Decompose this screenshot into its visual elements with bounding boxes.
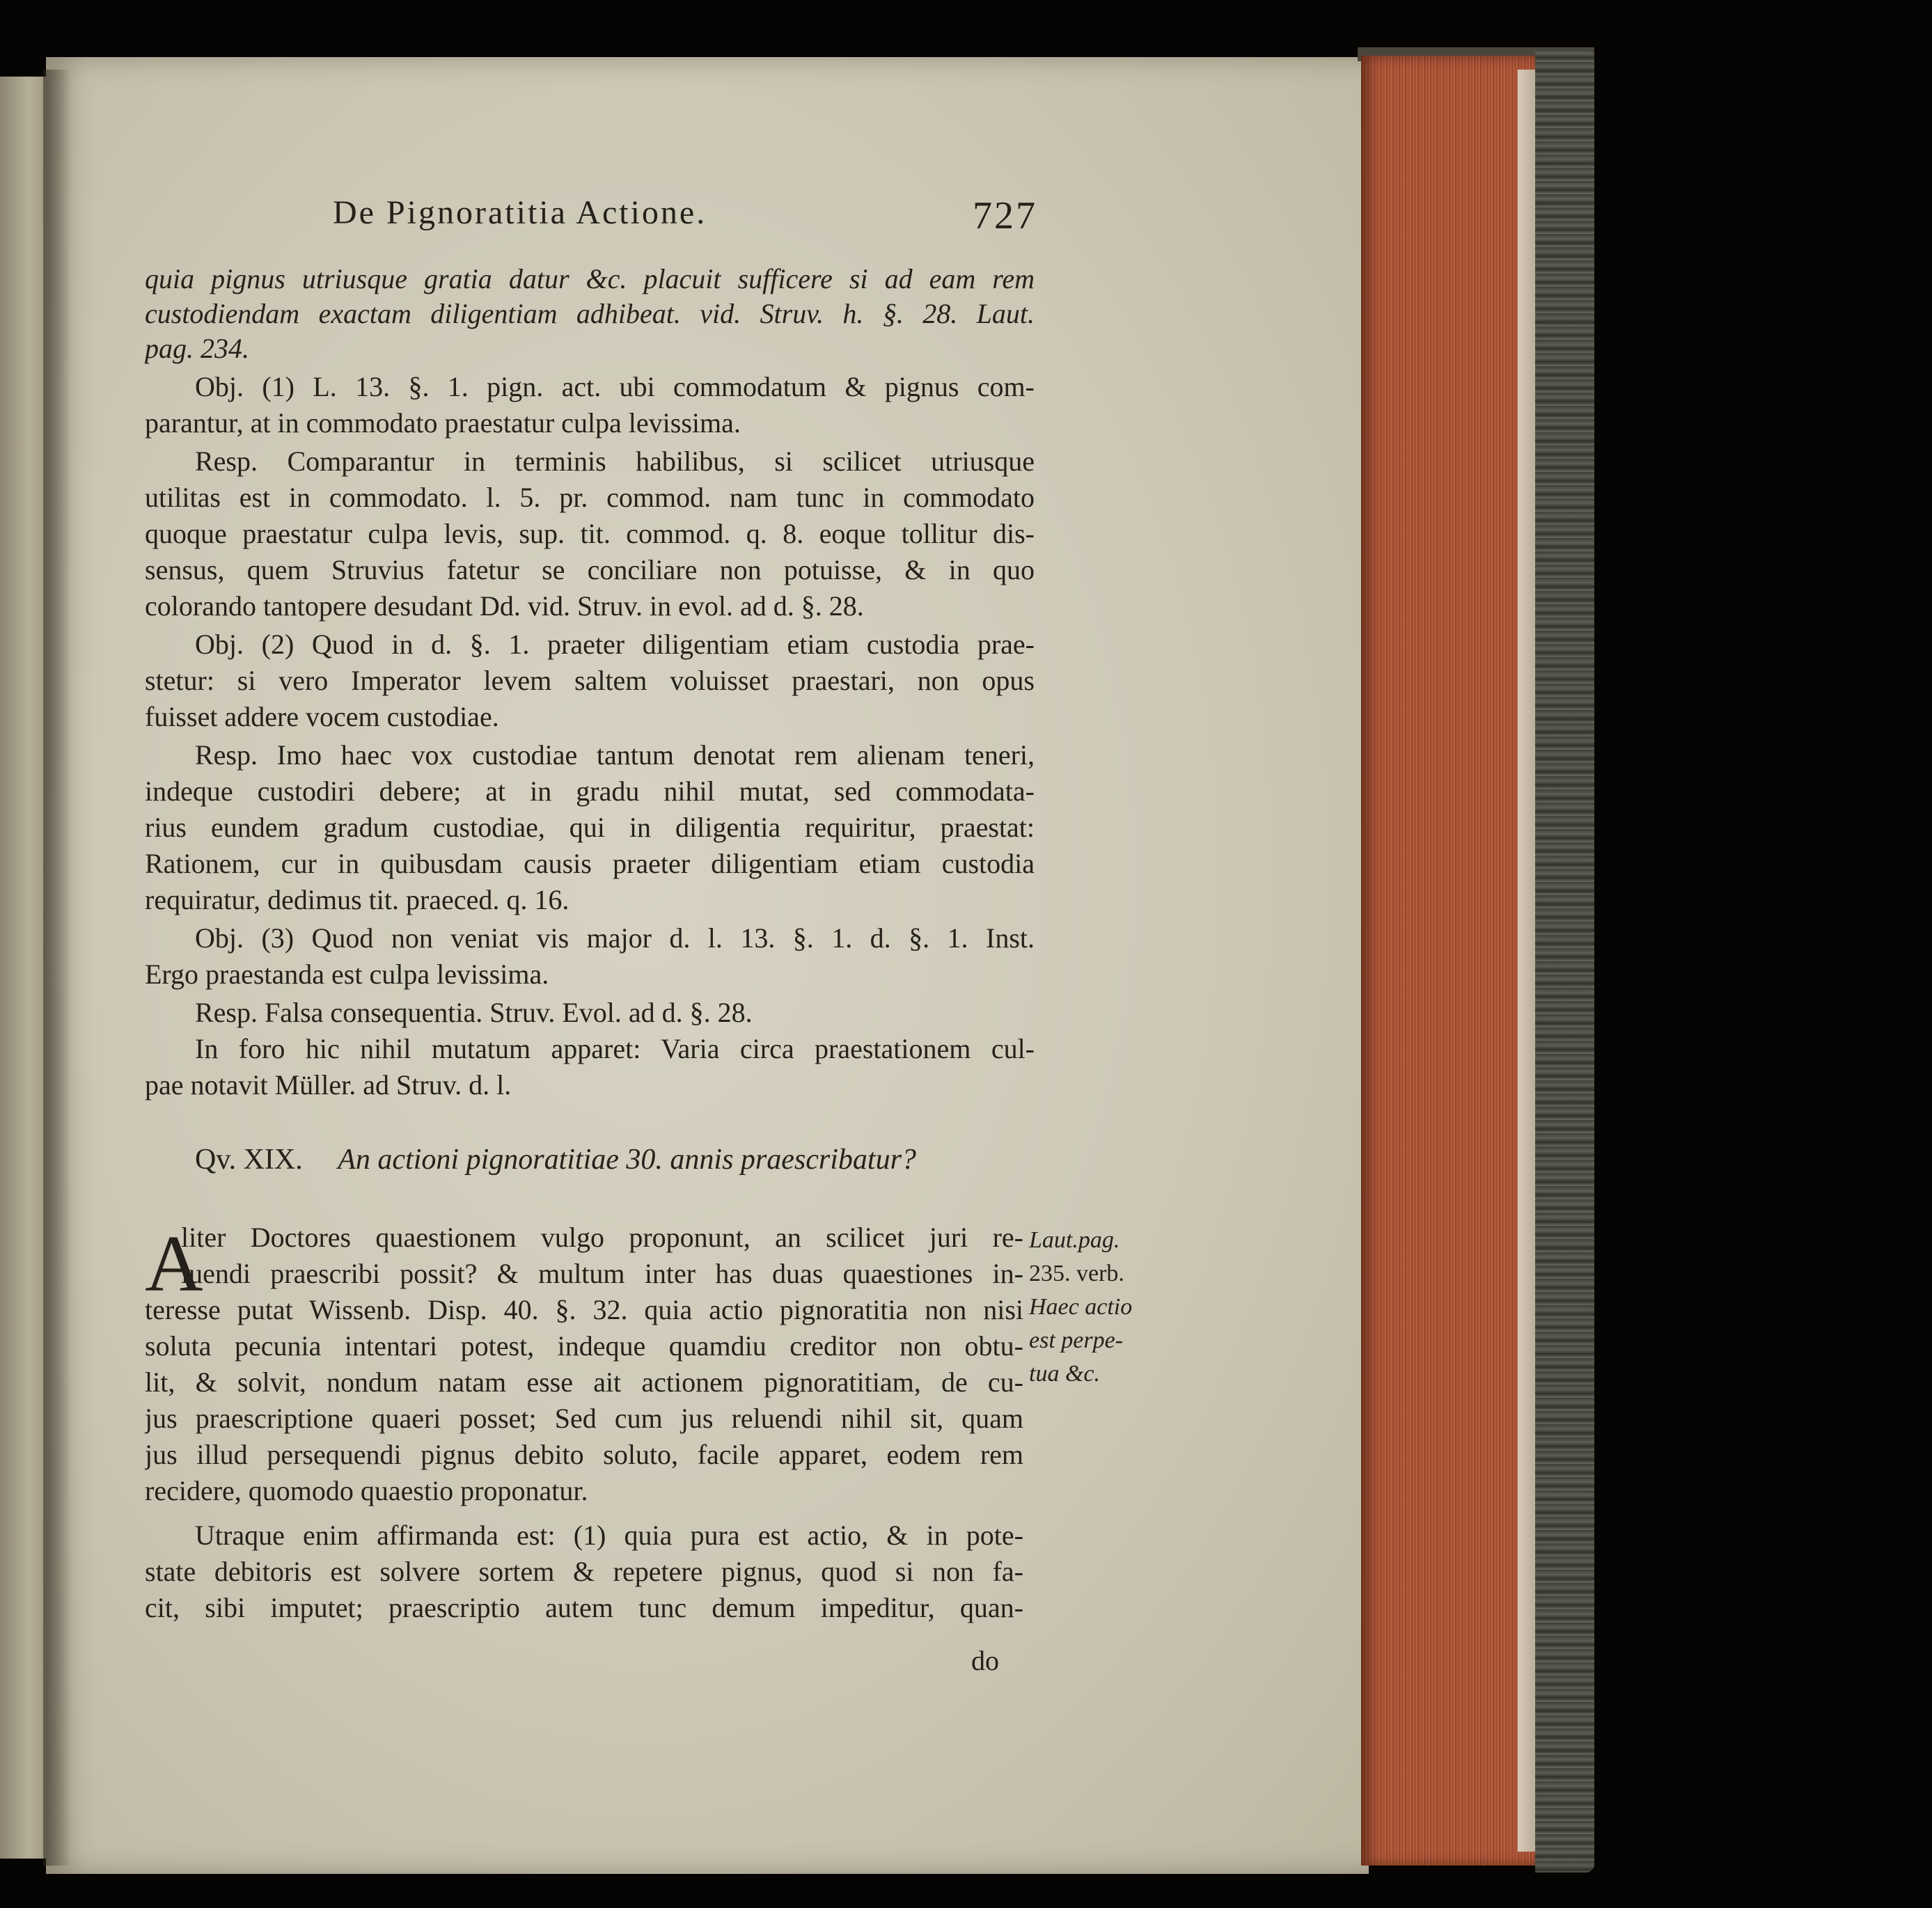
text-line: colorando tantopere desudant Dd. vid. Struv. in evol. ad d. §. 28. bbox=[145, 590, 864, 622]
text-line: pae notavit Müller. ad Struv. d. l. bbox=[145, 1069, 512, 1101]
section-label: Qv. XIX. bbox=[195, 1144, 303, 1176]
text-line: Obj. (3) Quod non veniat vis major d. l. 13. §. 1. d. §. 1. Inst. bbox=[195, 922, 1035, 954]
page-number: 727 bbox=[973, 194, 1037, 237]
text-line: soluta pecunia intentari potest, indeque quamdiu creditor non obtu- bbox=[145, 1330, 1023, 1362]
text-line: liter Doctores quaestionem vulgo proponunt, an scilicet juri re- bbox=[181, 1222, 1023, 1253]
text-line: pag. 234. bbox=[145, 333, 249, 364]
marbled-cover bbox=[1535, 49, 1594, 1872]
running-title: De Pignoratitia Actione. bbox=[333, 194, 707, 231]
drop-cap: A bbox=[145, 1220, 203, 1309]
text-line: Rationem, cur in quibusdam causis praeter diligentiam etiam custodia bbox=[145, 848, 1035, 879]
text-line: Resp. Falsa consequentia. Struv. Evol. ad d. §. 28. bbox=[195, 997, 753, 1028]
red-page-edges bbox=[1361, 56, 1535, 1866]
text-line: indeque custodiri debere; at in gradu nihil mutat, sed commodata- bbox=[145, 775, 1035, 807]
text-line: utilitas est in commodato. l. 5. pr. commod. nam tunc in commodato bbox=[145, 482, 1035, 513]
margin-note-line: 235. verb. bbox=[1029, 1261, 1124, 1286]
margin-note-line: Laut.pag. bbox=[1029, 1227, 1120, 1253]
text-line: parantur, at in commodato praestatur culpa levissima. bbox=[145, 407, 741, 439]
text-line: Resp. Imo haec vox custodiae tantum denotat rem alienam teneri, bbox=[195, 739, 1035, 771]
section-question: An actioni pignoratitiae 30. annis praescribatur? bbox=[338, 1144, 916, 1176]
margin-note-line: tua &c. bbox=[1029, 1361, 1100, 1387]
section-heading bbox=[195, 1143, 916, 1176]
text-line: cit, sibi imputet; praescriptio autem tunc demum impeditur, quan- bbox=[145, 1592, 1023, 1623]
text-line: luendi praescribi possit? & multum inter has duas quaestiones in- bbox=[181, 1258, 1023, 1289]
text-line: Utraque enim affirmanda est: (1) quia pura est actio, & in pote- bbox=[195, 1520, 1023, 1551]
text-line: Resp. Comparantur in terminis habilibus, si scilicet utriusque bbox=[195, 446, 1035, 477]
text-line: stetur: si vero Imperator levem saltem voluisset praestari, non opus bbox=[145, 665, 1035, 696]
text-line: requiratur, dedimus tit. praeced. q. 16. bbox=[145, 884, 570, 915]
text-line: sensus, quem Struvius fatetur se conciliare non potuisse, & in quo bbox=[145, 554, 1035, 585]
text-line: quia pignus utriusque gratia datur &c. placuit sufficere si ad eam rem bbox=[145, 263, 1035, 294]
book-gutter bbox=[43, 70, 71, 1866]
text-line: custodiendam exactam diligentiam adhibeat. vid. Struv. h. §. 28. Laut. bbox=[145, 298, 1035, 329]
margin-note-line: Haec actio bbox=[1029, 1294, 1133, 1320]
text-line: jus illud persequendi pignus debito soluto, facile apparet, eodem rem bbox=[145, 1439, 1023, 1470]
margin-note bbox=[1029, 1224, 1147, 1391]
text-line: lit, & solvit, nondum natam esse ait actionem pignoratitiam, de cu- bbox=[145, 1366, 1023, 1398]
text-line: rius eundem gradum custodiae, qui in diligentia requiritur, praestat: bbox=[145, 812, 1035, 843]
text-line: quoque praestatur culpa levis, sup. tit. commod. q. 8. eoque tollitur dis- bbox=[145, 518, 1035, 549]
text-line: Ergo praestanda est culpa levissima. bbox=[145, 959, 549, 990]
text-line: teresse putat Wissenb. Disp. 40. §. 32. quia actio pignoratitia non nisi bbox=[145, 1294, 1023, 1325]
text-line: jus praescriptione quaeri posset; Sed cum jus reluendi nihil sit, quam bbox=[145, 1403, 1023, 1434]
text-line: fuisset addere vocem custodiae. bbox=[145, 701, 499, 732]
text-line: Obj. (1) L. 13. §. 1. pign. act. ubi commodatum & pignus com- bbox=[195, 371, 1035, 402]
text-line: In foro hic nihil mutatum apparet: Varia circa praestationem cul- bbox=[195, 1033, 1035, 1064]
catchword: do bbox=[971, 1645, 999, 1676]
text-line: state debitoris est solvere sortem & repetere pignus, quod si non fa- bbox=[145, 1556, 1023, 1587]
text-line: Obj. (2) Quod in d. §. 1. praeter diligentiam etiam custodia prae- bbox=[195, 629, 1035, 660]
margin-note-line: est perpe- bbox=[1029, 1327, 1124, 1353]
text-line: recidere, quomodo quaestio proponatur. bbox=[145, 1475, 588, 1506]
